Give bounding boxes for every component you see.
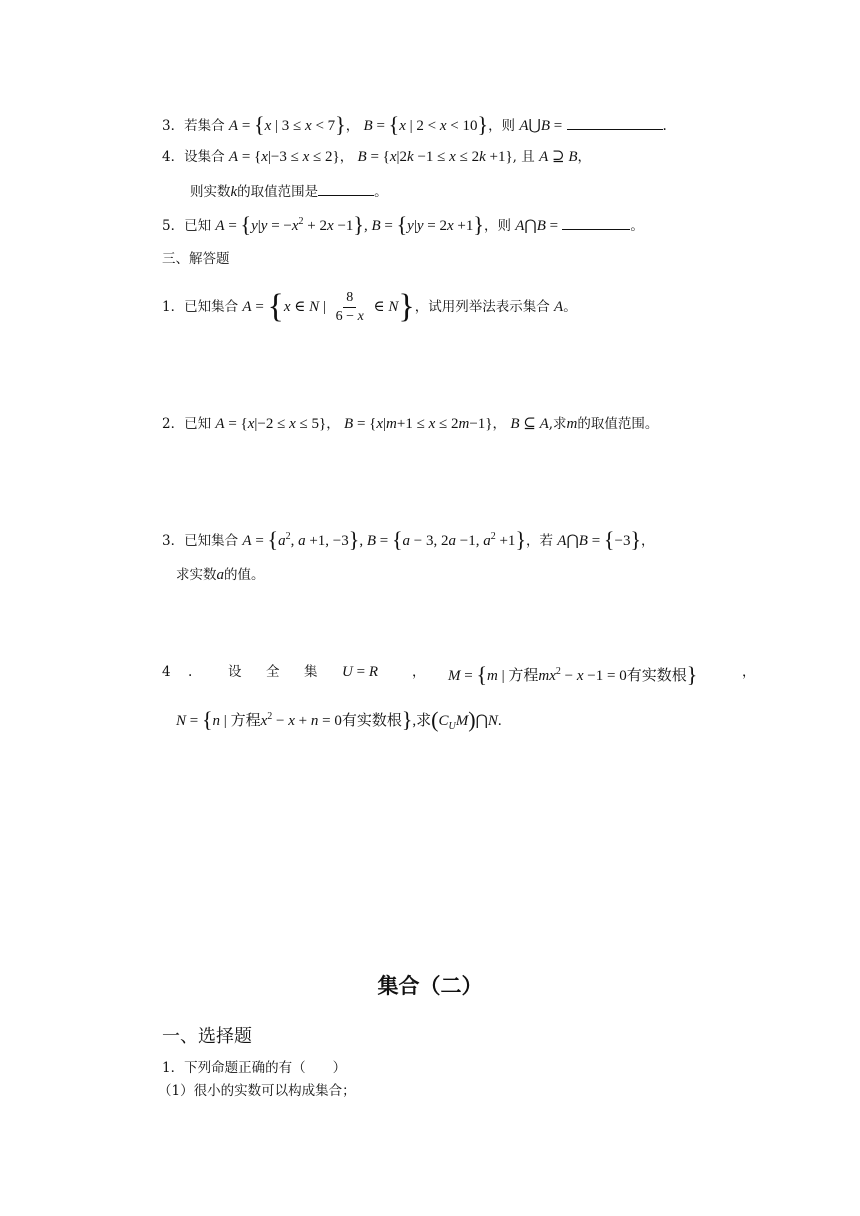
question-number: 2．: [162, 416, 185, 432]
question-number: 1．: [162, 1060, 185, 1076]
question-number: 1．: [162, 299, 185, 315]
fill-question-5: 5．已知 $A = \{y|y = -x^2 + 2x -1\}$, B = {y|y = 2x +1}，则 A⋂B = 。: [162, 212, 644, 237]
choice-item-1: （1）很小的实数可以构成集合；: [158, 1083, 356, 1099]
question-number: 3．: [162, 118, 185, 134]
question-number: 4．: [162, 149, 185, 165]
question-number: 3．: [162, 533, 185, 549]
answer-blank[interactable]: [562, 216, 630, 230]
question-number: 4: [162, 664, 171, 680]
question-number: 5．: [162, 218, 185, 234]
fill-question-3: 3．若集合 A = {x | 3 ≤ x < 7}， B = {x | 2 < x < 10}，则 A⋃B = .: [162, 112, 667, 137]
section-heading-answer: 三、解答题: [162, 251, 230, 267]
answer-question-4-continued: N = {n | 方程$x^2 - x + n = 0$有实数根},求$(C_UM)⋂N$.: [176, 707, 502, 732]
answer-question-2: 2．已知 A = {x|−2 ≤ x ≤ 5}， B = {x|m+1 ≤ x ≤ 2m−1}， B ⊆ A,求m的取值范围。: [162, 416, 659, 432]
choice-question-1: 1．下列命题正确的有（ ）: [162, 1060, 347, 1076]
answer-question-1: 1．已知集合 A = {x ∈ N | $\frac{8}{6 - x}$ ∈ N}，试用列举法表示集合 A。: [162, 288, 577, 325]
set-expression-b: B = {x | 2 < x < 10}: [363, 112, 489, 137]
fraction: $\frac{8}{6 - x}$: [335, 290, 364, 325]
answer-question-3-continued: 求实数a的值。: [176, 567, 265, 583]
answer-blank[interactable]: [318, 182, 374, 196]
section-heading-choice: 一、选择题: [162, 1026, 252, 1047]
fill-question-4-continued: 则实数k的取值范围是 。: [190, 184, 388, 200]
answer-question-3: 3．已知集合 $A = \{a^2$, a +1, −3}, B = {a − 3, 2a −1, $a^2 +1$}，若 A⋂B = {−3}，: [162, 527, 655, 552]
set-expression-a: A = {x | 3 ≤ x < 7}: [228, 112, 346, 137]
page-title: 集合（二）: [377, 974, 483, 998]
fill-question-4: 4．设集合 A = {x|−3 ≤ x ≤ 2}， B = {x|2k −1 ≤ x ≤ 2k +1}, 且 A ⊇ B，: [162, 149, 591, 165]
answer-blank[interactable]: [567, 116, 663, 130]
